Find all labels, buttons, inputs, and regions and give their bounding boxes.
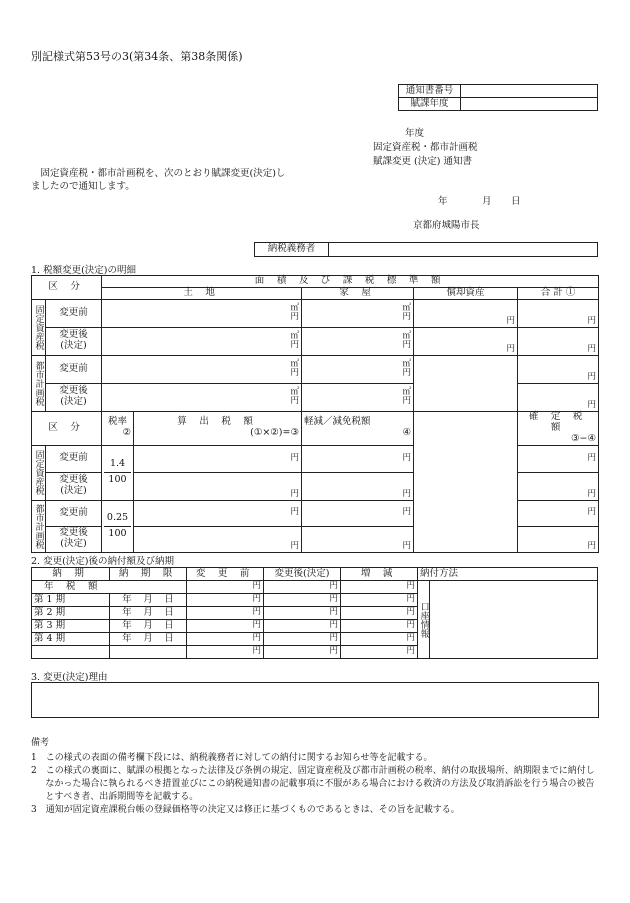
period-3: 第 3 期: [32, 620, 110, 633]
period-4: 第 4 期: [32, 633, 110, 646]
row-after: 変更後 (決定): [46, 472, 102, 500]
notice-number-value[interactable]: [461, 85, 598, 98]
tax-year-label: 賦課年度: [399, 98, 461, 111]
period-2: 第 2 期: [32, 607, 110, 620]
reduce-before[interactable]: 円: [302, 500, 414, 526]
row-before: 変更前: [46, 299, 102, 327]
hdr-period: 納 期: [32, 568, 110, 581]
house-before[interactable]: ㎡ 円: [302, 355, 414, 383]
hdr-due: 納 期 限: [110, 568, 187, 581]
kubun-header-2: 区 分: [32, 411, 102, 445]
house-after[interactable]: ㎡ 円: [302, 327, 414, 355]
taxpayer-value[interactable]: [329, 243, 598, 257]
p2-before[interactable]: 円: [187, 607, 264, 620]
hdr-method: 納付方法: [418, 568, 598, 581]
p2-increase[interactable]: 円: [341, 607, 418, 620]
due-3[interactable]: 年 月 日: [110, 620, 187, 633]
total-after[interactable]: 円: [518, 383, 599, 411]
land-before[interactable]: ㎡ 円: [102, 299, 302, 327]
due-4[interactable]: 年 月 日: [110, 633, 187, 646]
hdr-increase: 増 減: [341, 568, 418, 581]
land-after[interactable]: ㎡ 円: [102, 383, 302, 411]
annual-increase[interactable]: 円: [341, 581, 418, 594]
calc-header: 算 出 税 額 (①×②)=③: [134, 411, 302, 445]
section3-title: 3. 変更(決定)理由: [31, 672, 108, 683]
final-after[interactable]: 円: [518, 526, 599, 552]
notice-box: [398, 84, 598, 111]
period-1: 第 1 期: [32, 594, 110, 607]
rate-toshi: 0.25 100: [102, 500, 134, 552]
toshi-label: 都市計画税: [32, 355, 46, 411]
calc-after[interactable]: 円: [134, 472, 302, 500]
kotei-label-2: 固定資産税: [32, 445, 46, 500]
rate-kotei: 1.4 100: [102, 445, 134, 500]
row-after: 変更後 (決定): [46, 327, 102, 355]
kotei-label: 固定資産税: [32, 299, 46, 355]
land-after[interactable]: ㎡ 円: [102, 327, 302, 355]
kubun-header: 区 分: [32, 276, 102, 300]
total-before[interactable]: 円: [518, 355, 599, 383]
date-year: 年: [438, 196, 448, 207]
mayor-name: 京都府城陽市長: [413, 220, 480, 231]
reduce-after[interactable]: 円: [302, 472, 414, 500]
date-day: 日: [511, 196, 521, 207]
col-house: 家 屋: [302, 287, 414, 299]
extra-due[interactable]: [110, 646, 187, 659]
area-header: 面 積 及 び 課 税 標 準 額: [102, 276, 599, 288]
p3-after[interactable]: 円: [264, 620, 341, 633]
p4-increase[interactable]: 円: [341, 633, 418, 646]
final-before[interactable]: 円: [518, 500, 599, 526]
notes-list: [31, 752, 597, 817]
reduce-after[interactable]: 円: [302, 526, 414, 552]
dep-before[interactable]: 円: [414, 299, 518, 327]
row-after: 変更後 (決定): [46, 526, 102, 552]
p1-increase[interactable]: 円: [341, 594, 418, 607]
dep-after[interactable]: 円: [414, 327, 518, 355]
extra-after[interactable]: 円: [264, 646, 341, 659]
rate-header: 税率 ②: [102, 411, 134, 445]
payment-table: [31, 567, 598, 659]
toshi-label-2: 都市計画税: [32, 500, 46, 552]
tax-year-value[interactable]: [461, 98, 598, 111]
due-1[interactable]: 年 月 日: [110, 594, 187, 607]
calc-before[interactable]: 円: [134, 500, 302, 526]
taxpayer-box: [254, 242, 598, 257]
col-depreciable: 償却資産: [414, 287, 518, 299]
notice-number-label: 通知書番号: [399, 85, 461, 98]
heading-year: 年度: [405, 128, 425, 139]
land-before[interactable]: ㎡ 円: [102, 355, 302, 383]
account-info-value[interactable]: [430, 581, 598, 659]
heading-line2: 賦課変更 (決定) 通知書: [373, 156, 472, 167]
reason-box[interactable]: [31, 682, 599, 718]
p2-after[interactable]: 円: [264, 607, 341, 620]
calc-before[interactable]: 円: [134, 445, 302, 472]
extra-before[interactable]: 円: [187, 646, 264, 659]
p3-before[interactable]: 円: [187, 620, 264, 633]
note-item-1: 1 この様式の表面の備考欄下段には、納税義務者に対しての納付に関するお知らせ等を記載する。: [31, 753, 433, 763]
account-info-label: 口座情報: [418, 581, 430, 659]
intro-text: 固定資産税・都市計画税を、次のとおり賦課変更(決定)しましたので通知します。: [31, 168, 286, 192]
annual-after[interactable]: 円: [264, 581, 341, 594]
col-total: 合 計 ①: [518, 287, 599, 299]
row-before: 変更前: [46, 500, 102, 526]
calc-after[interactable]: 円: [134, 526, 302, 552]
section1-title: 1. 税額変更(決定)の明細: [31, 265, 136, 276]
final-after[interactable]: 円: [518, 472, 599, 500]
due-2[interactable]: 年 月 日: [110, 607, 187, 620]
house-after[interactable]: ㎡ 円: [302, 383, 414, 411]
section2-title: 2. 変更(決定)後の納付額及び納期: [31, 556, 174, 567]
row-after: 変更後 (決定): [46, 383, 102, 411]
row-before: 変更前: [46, 445, 102, 472]
reduce-before[interactable]: 円: [302, 445, 414, 472]
total-after[interactable]: 円: [518, 327, 599, 355]
notes-title: 備考: [31, 738, 50, 748]
hdr-before: 変 更 前: [187, 568, 264, 581]
note-item-3: 3 通知が固定資産課税台帳の登録価格等の決定又は修正に基づくものであるときは、その旨を記載する。: [31, 805, 460, 815]
p3-increase[interactable]: 円: [341, 620, 418, 633]
taxpayer-label: 納税義務者: [255, 243, 329, 257]
date-month: 月: [482, 196, 492, 207]
annual-label: 年 税 額: [32, 581, 187, 594]
total-before[interactable]: 円: [518, 299, 599, 327]
note-item-2: 2 この様式の裏面に、賦課の根拠となった法律及び条例の規定、固定資産税及び都市計画税の税率、納付の取扱場所、納期限までに納付しなかった場合に執られるべき措置並びにこの納税通知書の記載事項に不服がある場合における救済の方法及び取消訴訟を行う場合の被告とすべき者、出訴期間等を記載する。: [31, 766, 595, 802]
final-before[interactable]: 円: [518, 445, 599, 472]
final-header: 確 定 税 額 ③−④: [518, 411, 599, 445]
annual-before[interactable]: 円: [187, 581, 264, 594]
hdr-after: 変更後(決定): [264, 568, 341, 581]
col-land: 土 地: [102, 287, 302, 299]
p1-before[interactable]: 円: [187, 594, 264, 607]
p1-after[interactable]: 円: [264, 594, 341, 607]
extra-increase[interactable]: 円: [341, 646, 418, 659]
form-id: 別記様式第53号の3(第34条、第38条関係): [31, 50, 243, 63]
heading-line1: 固定資産税・都市計画税: [373, 142, 478, 153]
extra-period[interactable]: [32, 646, 110, 659]
p4-after[interactable]: 円: [264, 633, 341, 646]
blank-column: [414, 411, 518, 552]
reduce-header: 軽減／減免税額 ④: [302, 411, 414, 445]
row-before: 変更前: [46, 355, 102, 383]
house-before[interactable]: ㎡ 円: [302, 299, 414, 327]
dep-blank: [414, 355, 518, 411]
detail-table-area: [31, 275, 599, 553]
p4-before[interactable]: 円: [187, 633, 264, 646]
